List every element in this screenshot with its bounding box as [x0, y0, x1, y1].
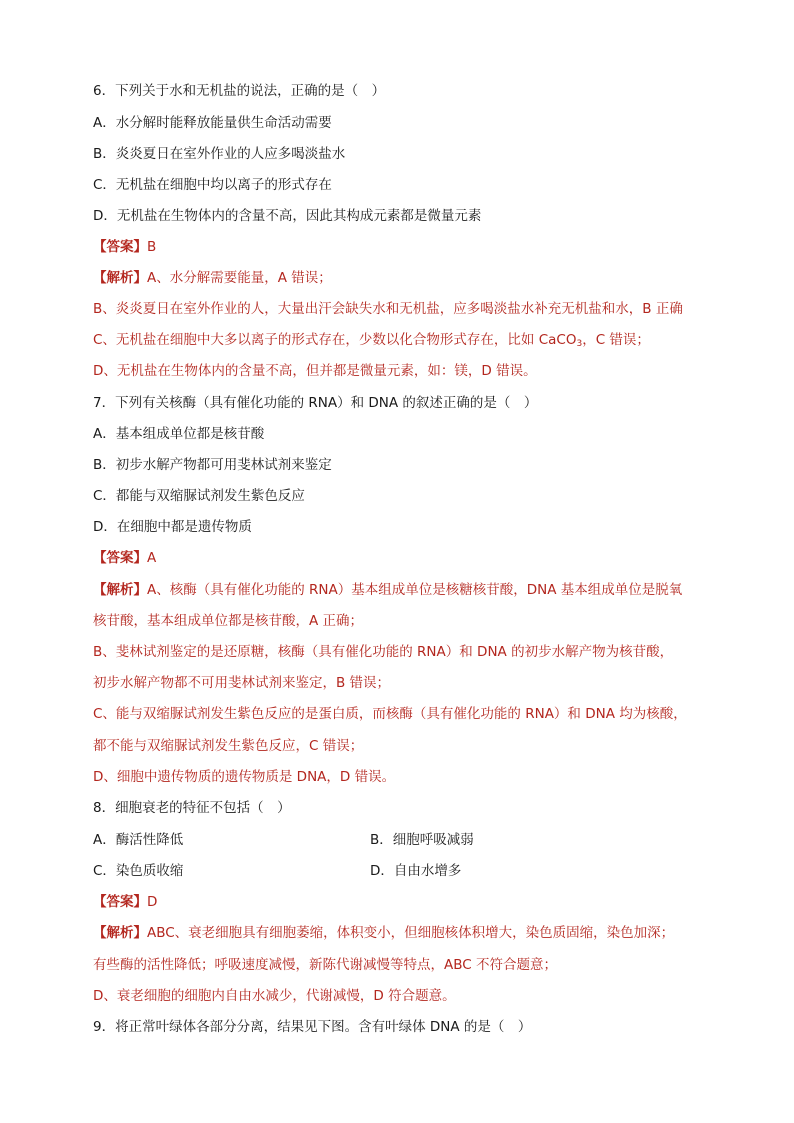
- q7-analysis-line-3: B、斐林试剂鉴定的是还原糖，核酶（具有催化功能的 RNA）和 DNA 的初步水解产物为核苷酸，: [93, 644, 674, 660]
- q8-analysis-line-3: D、衰老细胞的细胞内自由水减少，代谢减慢，D 符合题意。: [93, 988, 456, 1004]
- q8-option-d: D．自由水增多: [370, 863, 462, 879]
- q7-analysis-line-4: 初步水解产物都不可用斐林试剂来鉴定，B 错误；: [93, 675, 391, 691]
- analysis-text: ABC、衰老细胞具有细胞萎缩，体积变小，但细胞核体积增大，染色质固缩，染色加深；: [147, 925, 675, 941]
- q8-stem: 8．细胞衰老的特征不包括（ ）: [93, 800, 291, 816]
- q7-analysis-line-2: 核苷酸，基本组成单位都是核苷酸，A 正确；: [93, 613, 364, 629]
- q6-option-d: D．无机盐在生物体内的含量不高，因此其构成元素都是微量元素: [93, 208, 482, 224]
- answer-value: B: [147, 239, 157, 255]
- analysis-tag: 【解析】: [93, 925, 147, 941]
- q6-analysis-line-3: [93, 330, 650, 354]
- analysis-text: C、无机盐在细胞中大多以离子的形式存在，少数以化合物形式存在，比如 CaCO: [93, 332, 577, 348]
- answer-tag: 【答案】: [93, 239, 147, 255]
- q7-option-b: B．初步水解产物都可用斐林试剂来鉴定: [93, 457, 332, 473]
- q7-option-c: C．都能与双缩脲试剂发生紫色反应: [93, 488, 305, 504]
- q8-option-a: A．酶活性降低: [93, 832, 184, 848]
- q7-analysis-line-7: D、细胞中遗传物质的遗传物质是 DNA，D 错误。: [93, 769, 396, 785]
- q8-option-c: C．染色质收缩: [93, 863, 184, 879]
- q8-analysis-line-1: [93, 923, 674, 943]
- q6-analysis-line-1: [93, 268, 332, 288]
- q6-analysis-line-4: D、无机盐在生物体内的含量不高，但并都是微量元素，如：镁，D 错误。: [93, 363, 537, 379]
- q6-option-c: C．无机盐在细胞中均以离子的形式存在: [93, 177, 332, 193]
- q6-analysis-line-2: B、炎炎夏日在室外作业的人，大量出汗会缺失水和无机盐，应多喝淡盐水补充无机盐和水，B 正确: [93, 301, 683, 317]
- q6-stem: 6．下列关于水和无机盐的说法，正确的是（ ）: [93, 83, 386, 99]
- q7-analysis-line-1: [93, 580, 682, 600]
- analysis-text: A、核酶（具有催化功能的 RNA）基本组成单位是核糖核苷酸，DNA 基本组成单位是脱氧: [147, 582, 683, 598]
- answer-tag: 【答案】: [93, 894, 147, 910]
- q8-answer: [93, 892, 157, 912]
- analysis-text: A、水分解需要能量，A 错误；: [147, 270, 332, 286]
- q7-analysis-line-5: C、能与双缩脲试剂发生紫色反应的是蛋白质，而核酶（具有催化功能的 RNA）和 DNA 均为核酸，: [93, 706, 687, 722]
- q7-option-d: D．在细胞中都是遗传物质: [93, 519, 252, 535]
- q7-option-a: A．基本组成单位都是核苷酸: [93, 426, 265, 442]
- q9-stem: 9．将正常叶绿体各部分分离，结果见下图。含有叶绿体 DNA 的是（ ）: [93, 1019, 532, 1035]
- q7-analysis-line-6: 都不能与双缩脲试剂发生紫色反应，C 错误；: [93, 738, 364, 754]
- answer-value: D: [147, 894, 158, 910]
- q6-option-a: A．水分解时能释放能量供生命活动需要: [93, 115, 332, 131]
- answer-tag: 【答案】: [93, 550, 147, 566]
- q8-analysis-line-2: 有些酶的活性降低；呼吸速度减慢，新陈代谢减慢等特点，ABC 不符合题意；: [93, 957, 557, 973]
- analysis-tag: 【解析】: [93, 582, 147, 598]
- q6-option-b: B．炎炎夏日在室外作业的人应多喝淡盐水: [93, 146, 346, 162]
- q6-answer: [93, 237, 156, 257]
- q7-stem: 7．下列有关核酶（具有催化功能的 RNA）和 DNA 的叙述正确的是（ ）: [93, 395, 538, 411]
- subscript: 3: [576, 339, 583, 349]
- analysis-tag: 【解析】: [93, 270, 147, 286]
- q7-answer: [93, 548, 156, 568]
- q8-option-b: B．细胞呼吸减弱: [370, 832, 474, 848]
- analysis-text-tail: ，C 错误；: [582, 332, 650, 348]
- answer-value: A: [147, 550, 157, 566]
